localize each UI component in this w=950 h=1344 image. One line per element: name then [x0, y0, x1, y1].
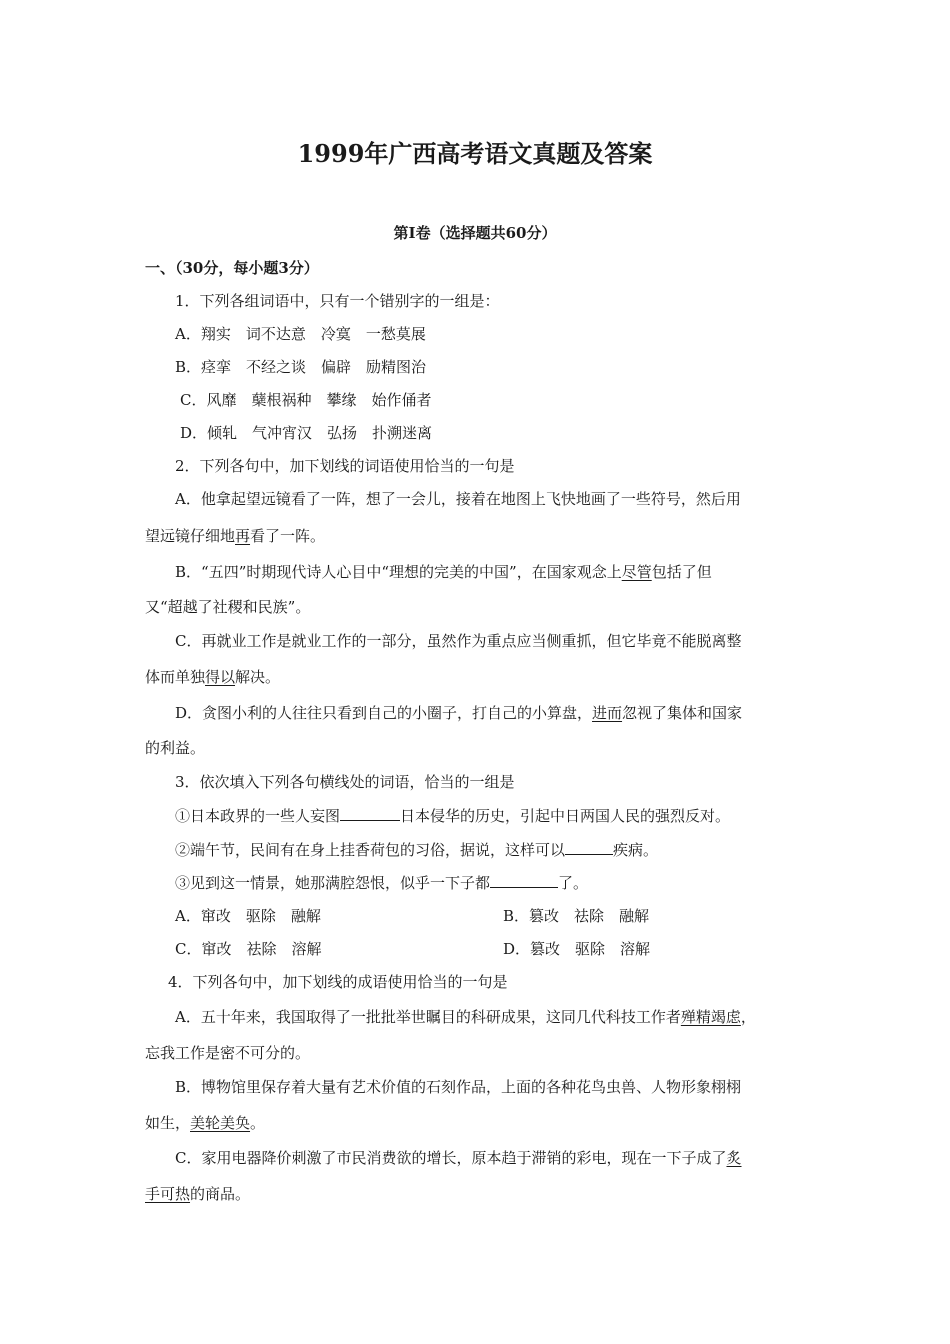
q1-option-a: A．翔实 词不达意 冷寞 一愁莫展: [175, 325, 426, 343]
q3-option-d: D．篡改 驱除 溶解: [503, 940, 651, 958]
q3-option-c: C．窜改 祛除 溶解: [175, 940, 322, 958]
underlined-idiom: 美轮美奂: [190, 1114, 251, 1132]
q1-option-c: C．风靡 蘖根祸种 攀缘 始作俑者: [180, 391, 432, 409]
q4-option-a-line1: [175, 1007, 756, 1027]
q3-sentence-1: [175, 806, 730, 826]
q2-option-b-line2: 又“超越了社稷和民族”。: [145, 598, 311, 616]
text-segment: 疾病。: [613, 841, 659, 859]
q3-option-a: A．窜改 驱除 融解: [175, 907, 321, 925]
underlined-word: 得以: [205, 668, 236, 686]
text-segment: 如生，: [145, 1114, 191, 1132]
q4-option-b-line1: B．博物馆里保存着大量有艺术价值的石刻作品，上面的各种花鸟虫兽、人物形象栩栩: [175, 1078, 742, 1096]
text-segment: ②端午节，民间有在身上挂香荷包的习俗，据说，这样可以: [175, 841, 566, 859]
text-segment: 包括了但: [651, 563, 712, 581]
q2-option-b-line1: [175, 562, 712, 582]
q1-option-b: B．痉挛 不经之谈 偏辟 励精图治: [175, 358, 427, 376]
q3-sentence-2: [175, 840, 658, 860]
underlined-idiom: 手可热: [145, 1185, 191, 1203]
q2-option-d-line1: [175, 703, 742, 723]
text-segment: 体而单独: [145, 668, 206, 686]
text-segment: 的商品。: [190, 1185, 251, 1203]
underlined-idiom: 殚精竭虑: [680, 1008, 741, 1026]
text-segment: 日本侵华的历史，引起中日两国人民的强烈反对。: [400, 807, 731, 825]
fill-blank: [490, 873, 558, 888]
q4-option-c-line1: [175, 1148, 742, 1168]
q3-option-b: B．篡改 祛除 融解: [503, 907, 650, 925]
underlined-word: 尽管: [621, 563, 652, 581]
text-segment: A．五十年来，我国取得了一批批举世瞩目的科研成果，这同几代科技工作者: [175, 1008, 681, 1026]
fill-blank: [565, 840, 613, 855]
q2-option-c-line1: C．再就业工作是就业工作的一部分，虽然作为重点应当侧重抓，但它毕竟不能脱离整: [175, 632, 742, 650]
q1-stem: 1．下列各组词语中，只有一个错别字的一组是：: [175, 292, 500, 310]
text-segment: B．“五四”时期现代诗人心目中“理想的完美的中国”，在国家观念上: [175, 563, 622, 581]
text-segment: 了。: [558, 874, 589, 892]
text-segment: 忽视了集体和国家: [622, 704, 743, 722]
text-segment: 解决。: [235, 668, 281, 686]
q4-option-c-line2: [145, 1184, 250, 1204]
q2-stem: 2．下列各句中，加下划线的词语使用恰当的一句是: [175, 457, 515, 475]
q4-stem: 4．下列各句中，加下划线的成语使用恰当的一句是: [168, 973, 508, 991]
q4-option-a-line2: 忘我工作是密不可分的。: [145, 1044, 311, 1062]
q4-option-b-line2: [145, 1113, 265, 1133]
text-segment: ①日本政界的一些人妄图: [175, 807, 341, 825]
q3-sentence-3: [175, 873, 588, 893]
text-segment: 看了一阵。: [250, 527, 326, 545]
section-heading: 第Ⅰ卷（选择题共60分）: [393, 224, 557, 242]
q2-option-a-line2: [145, 526, 325, 546]
fill-blank: [340, 806, 400, 821]
page-title: 1999年广西高考语文真题及答案: [297, 139, 653, 168]
text-segment: 。: [250, 1114, 266, 1132]
text-segment: D．贪图小利的人往往只看到自己的小圈子，打自己的小算盘，: [175, 704, 593, 722]
text-segment: ，: [740, 1008, 756, 1026]
q2-option-a-line1: A．他拿起望远镜看了一阵，想了一会儿，接着在地图上飞快地画了一些符号，然后用: [175, 490, 741, 508]
underlined-word: 进而: [592, 704, 623, 722]
part-heading: 一、（30分，每小题3分）: [145, 259, 319, 277]
text-segment: C．家用电器降价刺激了市民消费欲的增长，原本趋于滞销的彩电，现在一下子成了: [175, 1149, 727, 1167]
q3-stem: 3．依次填入下列各句横线处的词语，恰当的一组是: [175, 773, 515, 791]
q2-option-c-line2: [145, 667, 280, 687]
underlined-word: 再: [235, 527, 251, 545]
underlined-idiom: 炙: [726, 1149, 742, 1167]
text-segment: 望远镜仔细地: [145, 527, 236, 545]
text-segment: ③见到这一情景，她那满腔怨恨，似乎一下子都: [175, 874, 491, 892]
q1-option-d: D．倾轧 气冲宵汉 弘扬 扑溯迷离: [180, 424, 433, 442]
q2-option-d-line2: 的利益。: [145, 739, 206, 757]
